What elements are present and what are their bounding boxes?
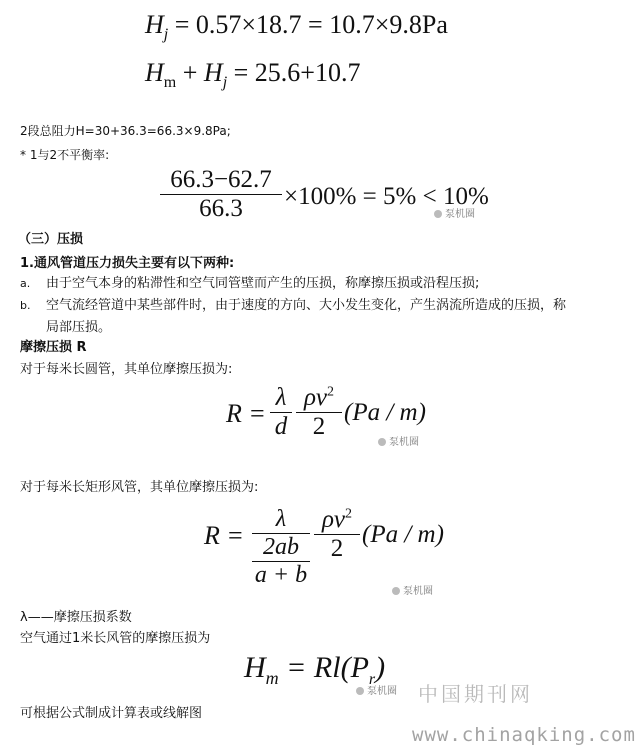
watermark-logo-icon: [392, 587, 400, 595]
equals-sign: =: [250, 399, 265, 428]
equation-hj: [145, 10, 448, 44]
symbol-h: H: [145, 10, 164, 39]
list-item-b-continuation: 局部压损。: [46, 320, 112, 335]
symbol-h: H: [203, 58, 223, 87]
rho-v-symbol: ρv: [321, 506, 346, 533]
watermark-small: 泵机圈: [434, 205, 475, 220]
lambda-symbol: λ: [275, 506, 287, 532]
subscript-j: j: [222, 74, 228, 92]
subscript-m: m: [265, 668, 279, 688]
denominator-2: 2: [330, 535, 344, 562]
unit-pa-per-m: (Pa / m): [362, 521, 444, 548]
rect-duct-line: 对于每米长矩形风管，其单位摩擦压损为:: [20, 480, 259, 495]
ratio-denominator: 66.3: [199, 195, 243, 222]
numerator-2ab: 2ab: [263, 534, 299, 560]
watermark-logo-icon: [356, 687, 364, 695]
equation-hj-rhs: = 0.57×18.7 = 10.7×9.8Pa: [174, 10, 448, 39]
watermark-small: 泵机圈: [392, 582, 433, 597]
lambda-definition: λ——摩擦压损系数: [20, 610, 132, 625]
rho-v-over-two: [296, 384, 342, 441]
ratio-rhs: ×100% = 5% < 10%: [284, 183, 489, 210]
last-line: 可根据公式制成计算表或线解图: [20, 706, 203, 721]
subscript-j: j: [163, 26, 169, 44]
list-marker: a.: [20, 277, 31, 290]
denominator-2: 2: [312, 413, 326, 440]
watermark-logo-icon: [434, 210, 442, 218]
symbol-d: d: [274, 413, 288, 440]
hydraulic-diameter-fraction: [252, 534, 310, 589]
list-marker: b.: [20, 299, 31, 312]
lambda-over-d: [270, 384, 292, 441]
rho-v-over-two: [314, 506, 360, 563]
watermark-journal-name: 中国期刊网: [418, 682, 533, 706]
superscript-2: 2: [327, 384, 335, 400]
list-item-a: [20, 272, 479, 291]
watermark-url: www.chinaqking.com: [412, 724, 636, 746]
list-item-text: 空气流经管道中某些部件时，由于速度的方向、大小发生变化，产生涡流所造成的压损，称: [46, 298, 567, 313]
symbol-r: R: [204, 521, 220, 550]
plus-sign: +: [182, 58, 198, 87]
total-resistance-line: 2段总阻力H=30+36.3=66.3×9.8Pa;: [20, 124, 231, 138]
ratio-fraction: [160, 166, 282, 223]
equation-sum: [145, 58, 360, 92]
friction-heading: 摩擦压损 R: [20, 340, 87, 355]
section-title: （三）压损: [18, 232, 84, 247]
list-item-b: [20, 294, 566, 313]
lambda-symbol: λ: [275, 384, 287, 411]
watermark-small: 泵机圈: [356, 682, 397, 697]
symbol-h: H: [145, 58, 164, 87]
subsection-title: 1.通风管道压力损失主要有以下两种:: [20, 256, 235, 271]
denominator-a-plus-b: a + b: [254, 562, 308, 588]
subscript-m: m: [163, 74, 177, 92]
equation-hm-rhs: = Rl(P: [286, 651, 369, 684]
watermark-logo-icon: [378, 438, 386, 446]
symbol-r: R: [226, 399, 242, 428]
round-duct-line: 对于每米长圆管，其单位摩擦压损为:: [20, 362, 233, 377]
imbalance-line: * 1与2不平衡率:: [20, 148, 110, 162]
unit-pa-per-m: (Pa / m): [344, 399, 426, 426]
equation-sum-rhs: = 25.6+10.7: [233, 58, 361, 87]
subscript-r: r: [368, 671, 376, 688]
rho-v-symbol: ρv: [303, 384, 328, 411]
air-line: 空气通过1米长风管的摩擦压损为: [20, 631, 211, 646]
lambda-over-hydraulic-diameter: [252, 506, 310, 589]
list-item-text: 由于空气本身的粘滞性和空气同管壁而产生的压损，称摩擦压损或沿程压损;: [46, 276, 480, 291]
symbol-h: H: [244, 651, 266, 684]
superscript-2: 2: [345, 506, 353, 522]
equals-sign: =: [228, 521, 243, 550]
closing-paren: ): [375, 651, 386, 684]
watermark-small: 泵机圈: [378, 433, 419, 448]
ratio-numerator: 66.3−62.7: [170, 166, 272, 193]
